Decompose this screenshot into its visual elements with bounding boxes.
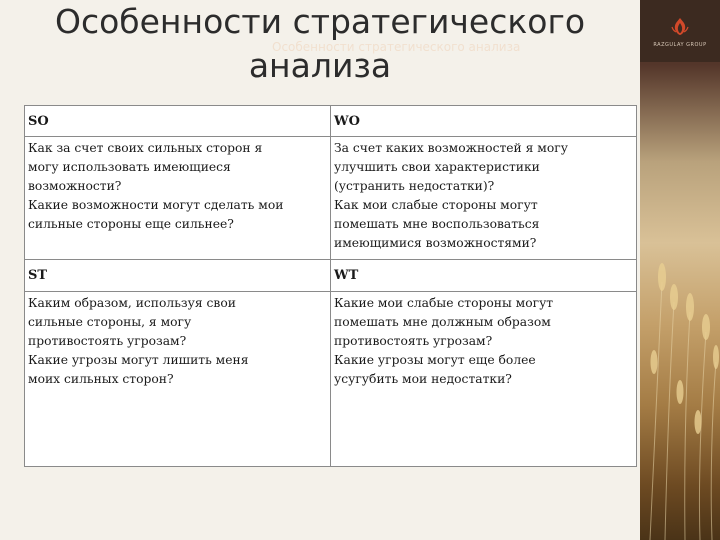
wt-cell [331,291,637,466]
st-line: моих сильных сторон? [28,371,174,386]
so-line: сильные стороны еще сильнее? [28,217,234,232]
logo-text: RAZGULAY GROUP [653,41,707,48]
wt-line: помешать мне должным образом [334,314,551,329]
so-line: могу использовать имеющиеся [28,160,231,175]
st-line: Каким образом, используя свои [28,295,236,310]
company-logo [640,0,720,62]
title-line-2: анализа [248,46,392,85]
wo-line: имеющимися возможностями? [334,236,537,251]
wo-cell [331,137,637,260]
wt-heading: WT [331,260,637,291]
flame-icon [668,15,692,39]
wt-line: усугубить мои недостатки? [334,371,512,386]
wo-heading: WO [331,106,637,137]
st-line: Какие угрозы могут лишить меня [28,352,249,367]
title-line-1: Особенности стратегического [54,2,586,41]
wt-line: Какие мои слабые стороны могут [334,295,554,310]
swot-table [24,105,637,467]
wt-line: противостоять угрозам? [334,333,493,348]
st-heading: ST [25,260,331,291]
wo-line: (устранить недостатки)? [334,179,495,194]
wt-line: Какие угрозы могут еще более [334,352,536,367]
so-line: возможности? [28,179,122,194]
wo-line: За счет каких возможностей я могу [334,141,568,156]
wheat-image [640,62,720,540]
so-line: Какие возможности могут сделать мои [28,198,284,213]
st-line: противостоять угрозам? [28,333,187,348]
so-cell [25,137,331,260]
ghost-subtitle: Особенности стратегического анализа [272,40,521,54]
decorative-side-panel [640,0,720,540]
so-heading: SO [25,106,331,137]
wo-line: Как мои слабые стороны могут [334,198,538,213]
wo-line: улучшить свои характеристики [334,160,540,175]
st-line: сильные стороны, я могу [28,314,192,329]
st-cell [25,291,331,466]
so-line: Как за счет своих сильных сторон я [28,141,263,156]
wo-line: помешать мне воспользоваться [334,217,540,232]
